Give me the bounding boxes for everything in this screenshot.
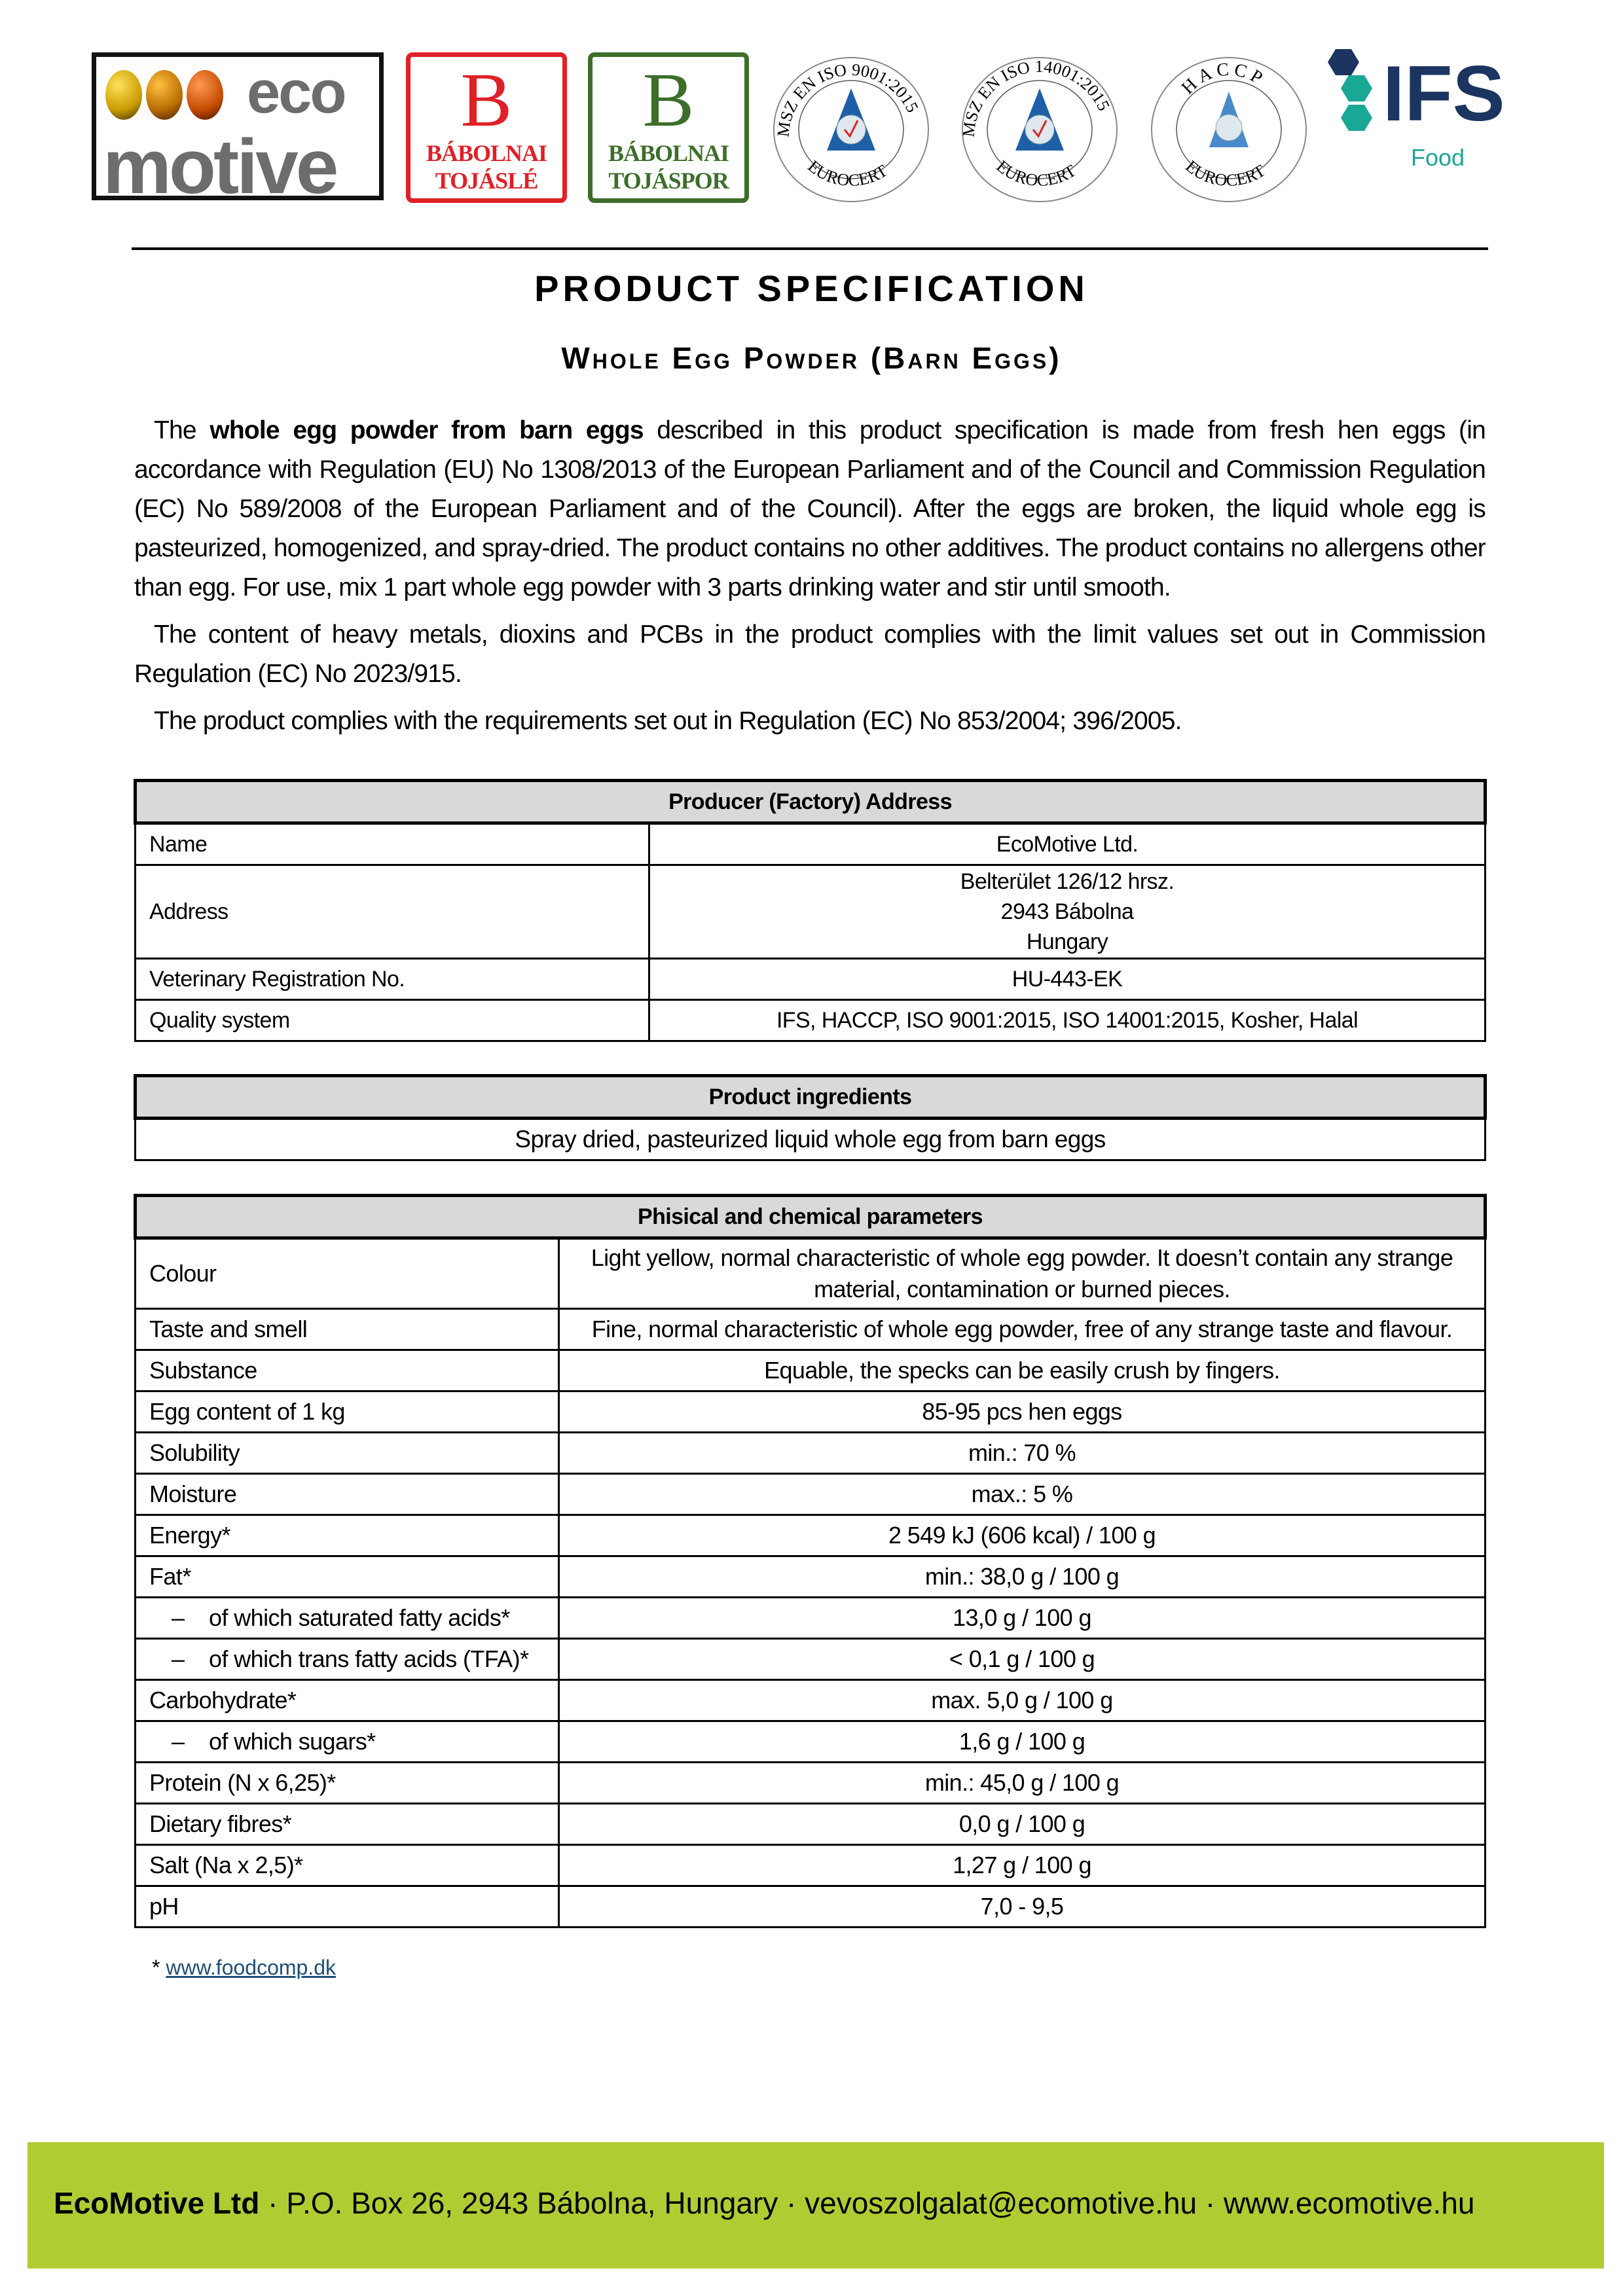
- svg-text:MSZ EN ISO 14001:2015: MSZ EN ISO 14001:2015: [958, 56, 1114, 138]
- table-row: Protein (N x 6,25)* min.: 45,0 g / 100 g: [136, 1763, 1486, 1804]
- table-row: Address Belterület 126/12 hrsz. 2943 Bábolna Hungary: [136, 865, 1486, 959]
- table-row: Energy* 2 549 kJ (606 kcal) / 100 g: [136, 1515, 1486, 1556]
- table-row: Veterinary Registration No. HU-443-EK: [136, 959, 1486, 1000]
- producer-table: [134, 779, 1487, 1042]
- parameters-table: [134, 1194, 1487, 1928]
- table-row: Dietary fibres* 0,0 g / 100 g: [136, 1804, 1486, 1845]
- intro-paragraph-3: The product complies with the requirements set out in Regulation (EC) No 853/2004; 396/2005.: [154, 707, 1182, 735]
- header-divider: [132, 247, 1488, 250]
- producer-header: Producer (Factory) Address: [136, 781, 1486, 823]
- table-row: pH 7,0 - 9,5: [136, 1886, 1486, 1928]
- product-name: Whole Egg Powder (Barn Eggs): [561, 341, 1062, 375]
- table-row: Carbohydrate* max. 5,0 g / 100 g: [136, 1680, 1486, 1721]
- footer-band: [27, 2142, 1604, 2269]
- table-row: – of which trans fatty acids (TFA)* < 0,1 g / 100 g: [136, 1639, 1486, 1680]
- table-row: Taste and smell Fine, normal characteristic of whole egg powder, free of any strange taste and flavour.: [136, 1309, 1486, 1350]
- svg-text:EUROCERT: EUROCERT: [1182, 156, 1269, 190]
- ingredients-table: [134, 1074, 1487, 1161]
- babolnai-tojaspor-logo: B BÁBOLNAI TOJÁSPOR: [588, 52, 749, 203]
- table-row: Solubility min.: 70 %: [136, 1433, 1486, 1474]
- babolnai-tojasle-logo: B BÁBOLNAI TOJÁSLÉ: [406, 52, 567, 203]
- intro-paragraph-2: The content of heavy metals, dioxins and PCBs in the product complies with the limit values set out in Commission Regulation (EC) No 2023/915.: [134, 620, 1486, 688]
- svg-text:EUROCERT: EUROCERT: [804, 156, 891, 190]
- table-row: Fat* min.: 38,0 g / 100 g: [136, 1556, 1486, 1598]
- ecomotive-logo: eco motive: [92, 52, 384, 200]
- table-row: Quality system IFS, HACCP, ISO 9001:2015, ISO 14001:2015, Kosher, Halal: [136, 1000, 1486, 1041]
- intro-text: [134, 411, 1486, 749]
- table-row: Spray dried, pasteurized liquid whole egg from barn eggs: [136, 1119, 1486, 1160]
- page-title: PRODUCT SPECIFICATION: [534, 268, 1089, 309]
- table-row: Moisture max.: 5 %: [136, 1474, 1486, 1515]
- table-row: Substance Equable, the specks can be easily crush by fingers.: [136, 1350, 1486, 1391]
- parameters-header: Phisical and chemical parameters: [136, 1196, 1486, 1238]
- ifs-food-logo: IFS Food: [1322, 49, 1545, 180]
- footer-contact: EcoMotive Ltd · P.O. Box 26, 2943 Bábolna, Hungary · vevoszolgalat@ecomotive.hu · www.ecomotive.hu: [54, 2186, 1475, 2220]
- iso-9001-seal: [769, 52, 933, 203]
- svg-text:EUROCERT: EUROCERT: [993, 156, 1080, 190]
- table-row: Egg content of 1 kg 85-95 pcs hen eggs: [136, 1391, 1486, 1433]
- svg-text:HACCP: HACCP: [1177, 59, 1269, 99]
- table-row: – of which sugars* 1,6 g / 100 g: [136, 1721, 1486, 1763]
- footnote: * www.foodcomp.dk: [152, 1956, 337, 1979]
- svg-text:MSZ EN ISO 9001:2015: MSZ EN ISO 9001:2015: [773, 60, 922, 138]
- table-row: – of which saturated fatty acids* 13,0 g / 100 g: [136, 1598, 1486, 1639]
- table-row: Name EcoMotive Ltd.: [136, 823, 1486, 865]
- haccp-seal: [1147, 52, 1311, 203]
- table-row: Salt (Na x 2,5)* 1,27 g / 100 g: [136, 1845, 1486, 1886]
- foodcomp-link[interactable]: www.foodcomp.dk: [166, 1956, 337, 1979]
- iso-14001-seal: [958, 52, 1122, 203]
- table-row: Colour Light yellow, normal characteristic of whole egg powder. It doesn’t contain any strange material, contamination or burned pieces.: [136, 1238, 1486, 1309]
- intro-paragraph-1: The whole egg powder from barn eggs described in this product specification is made from fresh hen eggs (in accordance with Regulation (EU) No 1308/2013 of the European Parliament and of the Council and Commission Regulation (EC) No 589/2008 of the European Parliament and of the Council). After the eggs are broken, the liquid whole egg is pasteurized, homogenized, and spray-dried. The product contains no other additives. The product contains no allergens other than egg. For use, mix 1 part whole egg powder with 3 parts drinking water and stir until smooth.: [134, 416, 1486, 601]
- ingredients-header: Product ingredients: [136, 1076, 1486, 1119]
